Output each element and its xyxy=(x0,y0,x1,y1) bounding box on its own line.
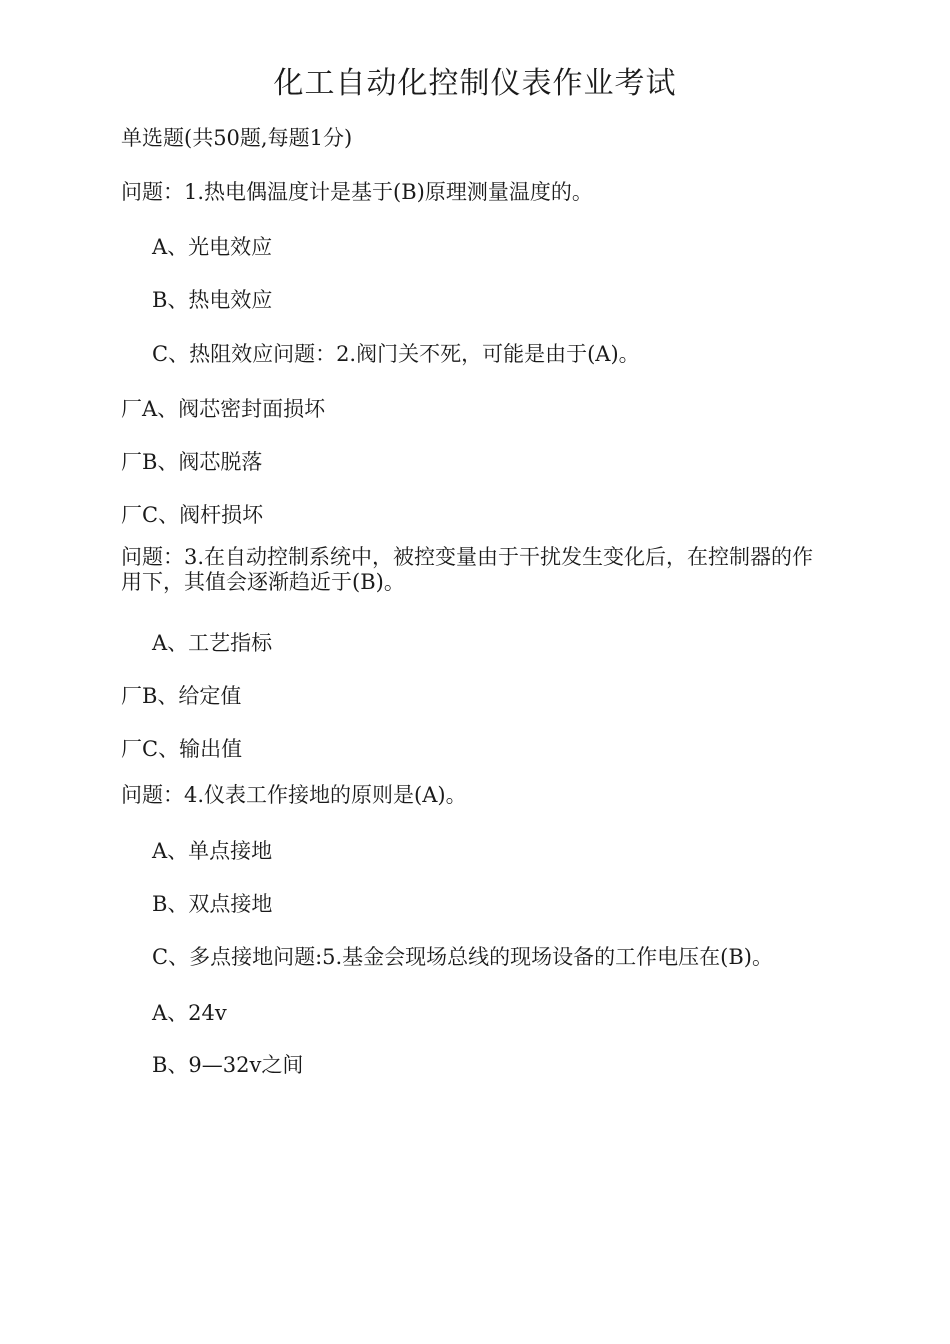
question-4-option-c-question-5: C、多点接地问题:5.基金会现场总线的现场设备的工作电压在(B)。 xyxy=(152,945,773,969)
question-5-option-b: B、9—32v之间 xyxy=(152,1053,304,1077)
document-title: 化工自动化控制仪表作业考试 xyxy=(273,66,677,101)
question-3-option-b: 厂B、给定值 xyxy=(121,684,242,708)
question-5-option-a: A、24v xyxy=(152,1001,227,1025)
question-4-option-b: B、双点接地 xyxy=(152,892,273,916)
question-1-option-b: B、热电效应 xyxy=(152,288,273,312)
section-header: 单选题(共50题,每题1分) xyxy=(121,126,353,150)
question-4: 问题：4.仪表工作接地的原则是(A)。 xyxy=(121,783,467,807)
question-2-option-c: 厂C、阀杆损坏 xyxy=(121,503,264,527)
question-2-option-b: 厂B、阀芯脱落 xyxy=(121,450,263,474)
question-3-option-c: 厂C、输出值 xyxy=(121,737,243,761)
question-4-option-a: A、单点接地 xyxy=(152,839,273,863)
question-3-option-a: A、工艺指标 xyxy=(152,631,273,655)
question-3: 问题：3.在自动控制系统中，被控变量由于干扰发生变化后，在控制器的作用下，其值会逐渐趋近于(B)。 xyxy=(121,545,814,594)
question-1-option-c-question-2: C、热阻效应问题：2.阀门关不死，可能是由于(A)。 xyxy=(152,342,640,366)
question-1: 问题：1.热电偶温度计是基于(B)原理测量温度的。 xyxy=(121,180,593,204)
question-1-option-a: A、光电效应 xyxy=(152,235,273,259)
question-2-option-a: 厂A、阀芯密封面损坏 xyxy=(121,397,326,421)
